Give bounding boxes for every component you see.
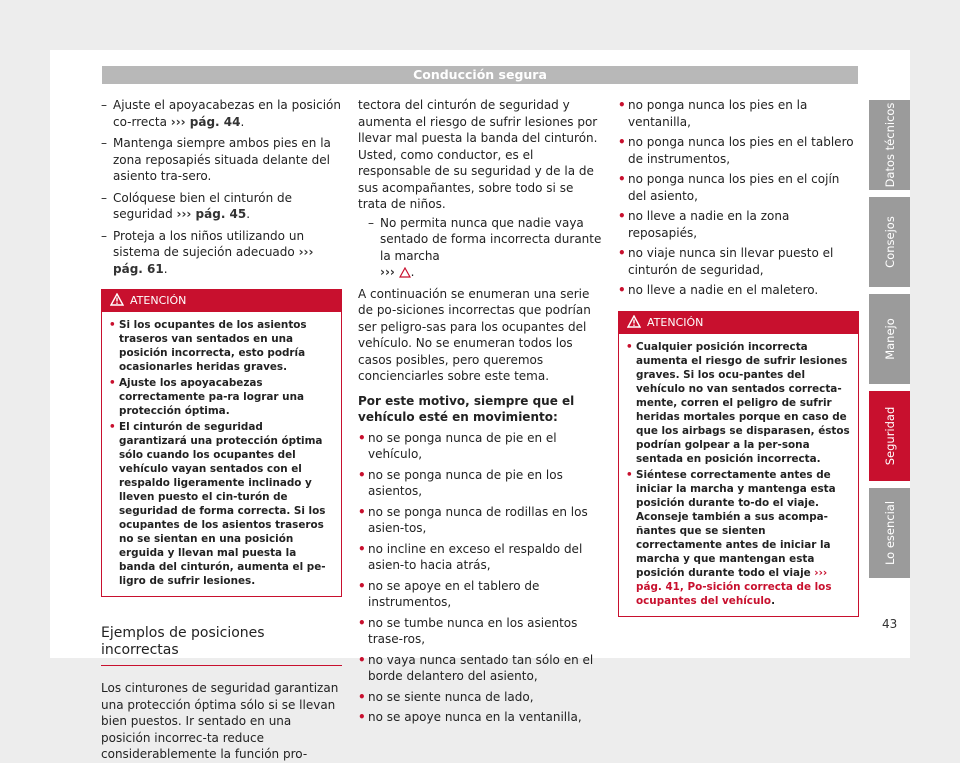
paragraph: A continuación se enumeran una serie de po-siciones incorrectas que podrían ser peligro-sas para los ocupantes del vehículo. No se enumeran todos los casos posibles, pero queremos concienciarles sobre este tema. <box>358 286 591 383</box>
page-link[interactable]: ››› pág. 41, Po-sición correcta de los ocupantes del vehículo <box>636 566 832 607</box>
list-item: • no vaya nunca sentado tan sólo en el borde delantero del asiento, <box>358 652 602 685</box>
bold-paragraph: Por este motivo, siempre que el vehículo esté en movimiento: <box>358 393 575 424</box>
warning-header <box>102 290 341 312</box>
tab-lo-esencial[interactable]: Lo esencial <box>869 488 910 578</box>
list-item: • no se apoye nunca en la ventanilla, <box>358 709 602 726</box>
list-item: – Mantenga siempre ambos pies en la zona reposapiés situada delante del asiento tra-sero. <box>101 135 342 185</box>
paragraph: Los cinturones de seguridad garantizan una protección óptima sólo si se llevan bien puestos. Ir sentado en una posición incorrec-ta reduce considerablemente la función pro- <box>101 681 339 761</box>
page-link[interactable]: ››› pág. 45 <box>176 207 247 221</box>
list-item: • no se apoye en el tablero de instrumentos, <box>358 578 602 611</box>
warning-item: • Siéntese correctamente antes de iniciar la marcha y mantenga esta posición durante to-do el viaje. Aconseje también a sus acompa-ñantes que se sienten correctamente antes de iniciar la marcha y que mantengan esta posición durante todo el viaje ››› pág. 41, Po-sición correcta de los ocupantes del vehículo. <box>626 468 851 608</box>
list-item: • no se ponga nunca de pie en el vehículo, <box>358 430 602 463</box>
paragraph: tectora del cinturón de seguridad y aumenta el riesgo de sufrir lesiones por llevar mal puesta la banda del cinturón. Usted, como conductor, es el responsable de su seguridad y de la de sus acompañantes, sobre todo si se trata de niños. <box>358 98 598 211</box>
list-item: • no incline en exceso el respaldo del asien-to hacia atrás, <box>358 541 602 574</box>
warning-icon <box>110 293 124 306</box>
warning-item: • Si los ocupantes de los asientos traseros van sentados en una posición incorrecta, esto podría ocasionarles heridas graves. <box>109 318 334 374</box>
column-3 <box>618 97 859 617</box>
list-item: • no viaje nunca sin llevar puesto el cinturón de seguridad, <box>618 245 859 278</box>
list-item: – Colóquese bien el cinturón de seguridad ››› pág. 45. <box>101 190 342 223</box>
warning-box <box>618 311 859 617</box>
list-item: • no ponga nunca los pies en el cojín del asiento, <box>618 171 859 204</box>
warning-title: ATENCIÓN <box>130 294 187 307</box>
list-item: • no lleve a nadie en el maletero. <box>618 282 859 299</box>
warning-header <box>619 312 858 334</box>
warning-box <box>101 289 342 597</box>
page-link[interactable]: ››› pág. 61 <box>113 245 314 276</box>
page-link[interactable]: ››› pág. 44 <box>170 114 241 129</box>
list-item: • no ponga nunca los pies en el tablero de instrumentos, <box>618 134 859 167</box>
warning-item: • Cualquier posición incorrecta aumenta el riesgo de sufrir lesiones graves. Si los ocu-pantes del vehículo no van sentados correcta-mente, corren el peligro de sufrir heridas mortales porque en caso de que los airbags se disparasen, éstos podrían golpear a la per-sona sentada en posición incorrecta. <box>626 340 851 466</box>
section-title: Ejemplos de posiciones incorrectas <box>101 625 342 666</box>
list-item: – No permita nunca que nadie vaya sentado de forma incorrecta durante la marcha ››› . <box>368 215 602 281</box>
warning-item: • El cinturón de seguridad garantizará una protección óptima sólo cuando los ocupantes del vehículo vayan sentados con el respaldo ligeramente inclinado y lleven puesto el cin-turón de seguridad de forma correcta. Si los ocupantes de los asientos traseros no se sientan en una posición erguida y llevan mal puesta la banda del cinturón, aumenta el pe-ligro de sufrir lesiones. <box>109 420 334 588</box>
warning-link[interactable]: ››› <box>380 265 395 279</box>
list-item: • no se ponga nunca de pie en los asientos, <box>358 467 602 500</box>
list-item: • no se tumbe nunca en los asientos trase-ros, <box>358 615 602 648</box>
warning-body <box>102 312 341 596</box>
list-item: – Proteja a los niños utilizando un sistema de sujeción adecuado ››› pág. 61. <box>101 228 342 278</box>
tab-manejo[interactable]: Manejo <box>869 294 910 384</box>
column-2 <box>358 97 602 730</box>
page-number: 43 <box>882 617 898 631</box>
warning-title: ATENCIÓN <box>647 315 704 329</box>
column-1 <box>101 97 342 763</box>
tab-consejos[interactable]: Consejos <box>869 197 910 287</box>
warning-icon <box>627 315 641 328</box>
list-item: • no lleve a nadie en la zona reposapiés, <box>618 208 859 241</box>
list-item: • no ponga nunca los pies en la ventanilla, <box>618 97 859 130</box>
warning-body <box>619 334 858 616</box>
page-header: Conducción segura <box>102 66 858 84</box>
list-item: – Ajuste el apoyacabezas en la posición co-rrecta ››› pág. 44. <box>101 97 342 130</box>
tab-datos-tecnicos[interactable]: Datos técnicos <box>869 100 910 190</box>
list-item: • no se siente nunca de lado, <box>358 689 602 706</box>
warning-item: • Ajuste los apoyacabezas correctamente pa-ra lograr una protección óptima. <box>109 376 334 418</box>
tab-seguridad[interactable]: Seguridad <box>869 391 910 481</box>
list-item: • no se ponga nunca de rodillas en los asien-tos, <box>358 504 602 537</box>
warning-icon <box>399 267 411 278</box>
